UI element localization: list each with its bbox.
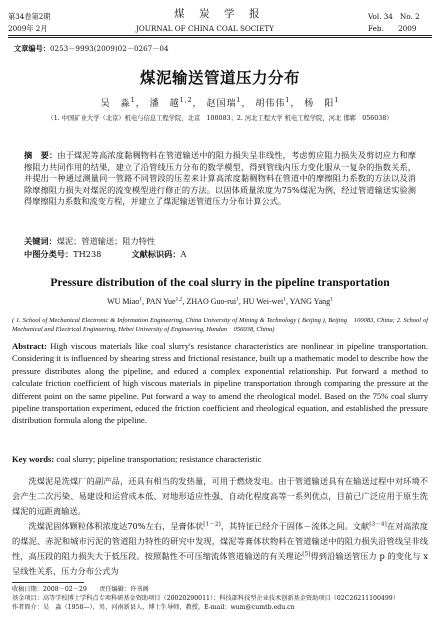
body-text: [12, 474, 428, 579]
en-author-sup: 1: [283, 296, 286, 303]
footnote-received: 收稿日期：2008－02－29 责任编辑：许书阁: [12, 586, 149, 593]
en-keywords-label: Key words:: [12, 454, 55, 464]
cn-title: 煤泥输送管道压力分布: [139, 69, 300, 87]
cn-author: 吴 淼: [100, 99, 131, 109]
cn-keywords-text: 煤泥；管道输送；阻力特性: [56, 236, 156, 246]
en-author: ZHAO Guo-rui: [186, 297, 237, 306]
en-keywords-text: coal slurry; pipeline transportation; resistance characteristic: [56, 454, 262, 464]
en-abstract-label: Abstract:: [12, 341, 47, 351]
cn-author-sup: 1: [236, 97, 242, 104]
cn-author-sup: 1: [334, 97, 340, 104]
en-author: PAN Yue: [146, 297, 176, 306]
cn-abstract: [24, 150, 416, 208]
body-text-span: ，其特征已经介于固体－流体之间。文献: [220, 521, 370, 531]
doc-code-label: 文献标识码：: [131, 249, 181, 259]
body-text-span: 得到沿输送管压力 p 的变化与 x 呈线性关系，压力分布公式为: [12, 551, 428, 576]
volume-en: Vol. 34 No. 2: [368, 12, 420, 21]
cn-author: 赵国瑞: [206, 99, 237, 109]
cn-authors: 吴 淼$^1$， 潘 越$^{1,2}$， 赵国瑞$^1$， 胡伟伟$^1$， 杨 阳$^1$: [100, 97, 340, 109]
cn-author-sup: 1,2: [179, 97, 193, 104]
cn-keywords-label: 关键词：: [24, 236, 57, 246]
header-rule: [8, 35, 432, 36]
cn-abstract-text: 由于煤泥等高浓度黏稠物料在管道输送中的阻力损失呈非线性，考虑剪应阻力损失及剪切应力和摩擦阻力共同作用的结果，建立了沿管线压力分布的数学模型，得到管线内压力变化服从一复杂的指数关系，并提出一种通过测量同一管路不同管段的压差来计算高浓度黏稠物料在管道中的摩擦阻力系数的方法以及消除摩擦阻力损失对煤泥的流变模型进行修正的方法。以固体质量浓度为75%煤泥为例，经过管道输送实验测得摩擦阻力系数和流变方程，并建立了煤泥输送管道压力分布计算公式。: [24, 150, 416, 207]
citation-ref: [5]: [302, 551, 311, 558]
date-cn: 2009年 2月: [8, 24, 48, 33]
en-affiliation: ( 1. School of Mechanical Electronic & Information Engineering, China University of Mining & Technology ( Beijing ), Beijing 100083, China; 2. School of Mechanical and Electrical Engineering, Hebei University of Engineering, Handan 056038, China): [12, 317, 428, 333]
journal-name-cn: 煤 炭 学 报: [174, 8, 262, 20]
en-title: Pressure distribution of the coal slurry in the pipeline transportation: [50, 276, 390, 289]
article-code-label: 文章编号：: [14, 44, 50, 53]
footnote-rule: [12, 582, 84, 583]
cn-affiliation: （1. 中国矿业大学（北京）机电与信息工程学院，北京 100083；2. 河北工程大学 机电工程学院，河北 邯郸 056038）: [47, 115, 393, 122]
cn-author: 胡伟伟: [255, 99, 286, 109]
footnote-fund: 基金项目：高等学校博士学科点专项科研基金资助项目（20020290011）；科技部科技型企业技术创新基金资助项目（02C26211100499）: [12, 595, 399, 602]
body-paragraph-1: 洗煤泥是洗煤厂的副产品，还具有相当的发热量，可用于燃烧发电。由于管道输送具有在输送过程中对环境不会产生二次污染、易建设和运营成本低、对地形适应性强、自动化程度高等一系列优点，目前已广泛应用于原生洗煤泥的远距离输送。: [12, 476, 428, 516]
date-en: Feb. 2009: [368, 24, 417, 33]
cn-author-sup: 1: [130, 97, 136, 104]
cn-keywords: [24, 236, 416, 247]
footnotes: [12, 585, 428, 612]
citation-ref: [3－4]: [369, 521, 387, 528]
volume-cn: 第34卷第2期: [8, 12, 51, 21]
cn-author-sup: 1: [285, 97, 291, 104]
en-author-sup: 1: [236, 296, 239, 303]
cn-classification: [24, 249, 416, 260]
en-author: YANG Yang: [289, 297, 331, 306]
footnote-author: 作者简介：吴 淼（1958—），男，河南新县人，博士生导师，教授。E-mail：wum@cumtb.edu.cn: [12, 604, 295, 611]
en-author-sup: 1: [139, 296, 143, 303]
journal-name-en: JOURNAL OF CHINA COAL SOCIETY: [136, 24, 274, 33]
body-paragraph-2: [12, 519, 428, 579]
en-author-sup: 1,2: [175, 296, 183, 303]
doc-code-value: A: [180, 249, 187, 259]
cn-author: 潘 越: [149, 99, 180, 109]
header-rule-thin: [8, 37, 432, 38]
cn-class-value: TH238: [73, 249, 102, 259]
cn-class-label: 中图分类号：: [24, 249, 74, 259]
cn-author: 杨 阳: [304, 99, 335, 109]
body-text-span: 在对高浓度的煤泥、赤泥和城市污泥的管道阻力特性的研究中发现，煤泥等膏体状物料在管道输送中的阻力损失沿管线呈非线性，高压段的阻力损失大于低压段。按照黏性不可压缩流体管道输送的有关理论: [12, 521, 428, 561]
article-code: [14, 44, 169, 54]
en-keywords: [12, 454, 428, 465]
en-author-sup: 1: [330, 296, 333, 303]
citation-ref: [1－2]: [203, 521, 221, 528]
cn-abstract-label: 摘 要：: [24, 150, 58, 160]
en-author: WU Miao: [107, 297, 140, 306]
article-code-value: 0253－9993(2009)02－0267－04: [49, 44, 169, 53]
en-abstract-text: High viscous materials like coal slurry's resistance characteristics are nonlinear in pipeline transportation. Considering it is influenced by shearing stress and frictional resistance, built up a mathematic model to describe how the pressure distributes along the pipeline, and educed a complex exponential relationship. Put forward a method to calculate friction coefficient of high viscous materials in pipeline transportation through comparing the pressure at the different point on the same pipeline. Put forward a way to amend the rheological model. Based on the 75% coal slurry pipeline transportation experiment, educed the friction coefficient and rheological equation, and established the pressure distribution formula along the pipeline.: [12, 341, 428, 426]
en-author: HU Wei-wei: [242, 297, 284, 306]
body-text-span: 洗煤泥固体颗粒体积浓度达70%左右，呈膏体状: [28, 521, 204, 531]
en-abstract: [12, 340, 428, 427]
en-authors: WU Miao$^1$, PAN Yue$^{1,2}$, ZHAO Guo-rui$^1$, HU Wei-wei$^1$, YANG Yang$^1$: [107, 296, 333, 306]
